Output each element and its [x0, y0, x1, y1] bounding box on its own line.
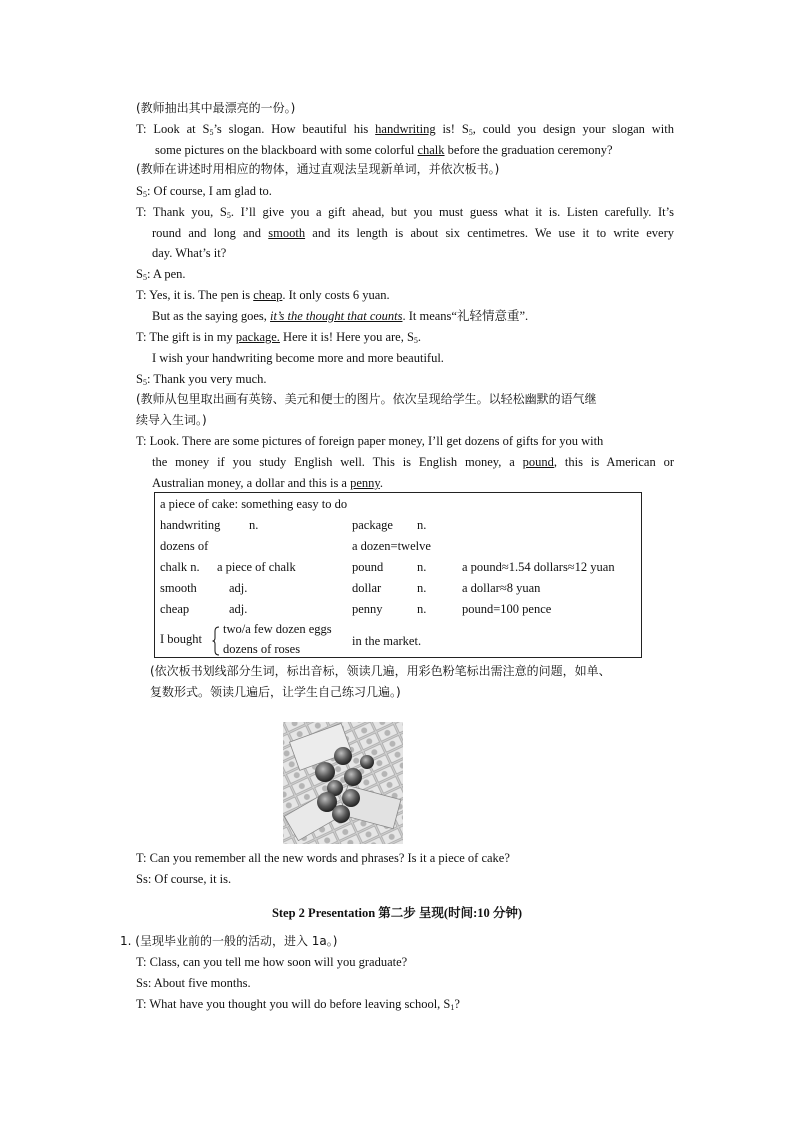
activity-intro: 1. (呈现毕业前的一般的活动，进入 1a。) — [120, 934, 338, 948]
dialogue-line: I wish your handwriting become more and more beautiful. — [152, 351, 444, 365]
vocab-note: pound=100 pence — [462, 602, 552, 616]
vocab-word: dollar — [352, 581, 382, 595]
text-run: . — [379, 476, 383, 490]
text-run: round and long and — [152, 226, 269, 240]
curly-brace-icon — [212, 626, 220, 656]
vocab-word: dozens of — [160, 539, 209, 553]
teacher-note-4: (依次板书划线部分生词，标出音标，领读几遍，用彩色粉笔标出需注意的问题，如单、 — [150, 664, 611, 678]
money-illustration — [283, 722, 403, 844]
coins-on-banknotes-photo — [283, 722, 403, 844]
text-run: S — [136, 267, 143, 281]
sentence-option: dozens of roses — [223, 642, 301, 656]
text-run: : A pen. — [146, 267, 186, 281]
text-run: T: Yes, it is. The pen is — [136, 288, 254, 302]
dialogue-line: day. What’s it? — [152, 246, 227, 260]
vocabulary-board-box — [154, 492, 642, 658]
dialogue-line — [152, 475, 383, 491]
subscript: 1 — [450, 1003, 455, 1012]
vocab-word: smooth — [160, 581, 197, 595]
sentence-tail: in the market. — [352, 634, 422, 648]
dialogue-line: T: Look. There are some pictures of foreign paper money, I’ll get dozens of gifts for you with — [136, 434, 604, 448]
teacher-note-3: (教师从包里取出画有英镑、美元和便士的图片。依次呈现给学生。以轻松幽默的语气继 — [136, 392, 597, 406]
text-run: . — [417, 330, 422, 344]
vocab-word: package — [352, 518, 393, 532]
underlined-phrase: it’s the thought that counts — [270, 309, 403, 323]
vocab-pos: n. — [417, 602, 427, 616]
text-run: T: What have you thought you will do before leaving school, S — [136, 997, 451, 1011]
text-run: Australian money, a dollar and this is a — [152, 476, 351, 490]
underlined-word: smooth — [268, 226, 306, 240]
text-run: and its length is about six centimetres. We use it to write every — [305, 226, 675, 240]
dialogue-line: T: Can you remember all the new words and phrases? Is it a piece of cake? — [136, 851, 510, 865]
underlined-word: package. — [235, 330, 280, 344]
text-run: T: Thank you, S — [136, 205, 227, 219]
subscript: 5 — [413, 336, 418, 345]
idiom-definition: a piece of cake: something easy to do — [160, 497, 348, 511]
dialogue-line — [155, 142, 613, 158]
subscript: 5 — [142, 378, 147, 387]
text-run: before the graduation ceremony? — [444, 143, 613, 157]
vocab-word: cheap — [160, 602, 190, 616]
dialogue-line — [136, 183, 272, 199]
text-run: . It only costs 6 yuan. — [282, 288, 390, 302]
vocab-note: a dollar≈8 yuan — [462, 581, 541, 595]
subscript: 5 — [142, 273, 147, 282]
vocab-pos: n. — [417, 581, 427, 595]
vocab-pos: n. — [417, 518, 427, 532]
teacher-note-3b: 续导入生词。) — [136, 413, 207, 427]
teacher-note-2: (教师在讲述时用相应的物体，通过直观法呈现新单词，并依次板书。) — [136, 162, 500, 176]
text-run: ’s slogan. How beautiful his — [213, 122, 376, 136]
underlined-word: penny — [350, 476, 380, 490]
vocab-phrase: a piece of chalk — [217, 560, 296, 574]
vocab-word: penny — [352, 602, 383, 616]
text-run: . I’ll give you a gift ahead, but you must guess what it is. Listen carefully. It’s — [230, 205, 674, 219]
vocab-pos: n. — [249, 518, 259, 532]
text-run: , this is American or — [553, 455, 674, 469]
underlined-word: handwriting — [375, 122, 436, 136]
text-run: T: Look at S — [136, 122, 210, 136]
vocab-pos: n. — [417, 560, 427, 574]
text-run: Here it is! Here you are, S — [279, 330, 414, 344]
subscript: 5 — [142, 190, 147, 199]
text-run: the money if you study English well. This is English money, a — [152, 455, 523, 469]
text-run: ? — [454, 997, 460, 1011]
dialogue-line — [136, 266, 186, 282]
subscript: 5 — [226, 211, 231, 220]
underlined-word: cheap — [253, 288, 283, 302]
text-run: S — [136, 184, 143, 198]
dialogue-line — [152, 308, 528, 324]
text-run: : Of course, I am glad to. — [146, 184, 272, 198]
dialogue-line — [136, 996, 460, 1012]
vocab-pos: adj. — [229, 602, 248, 616]
underlined-word: chalk — [417, 143, 445, 157]
dialogue-line — [136, 371, 267, 387]
dialogue-line — [136, 287, 390, 303]
vocab-note: a dozen=twelve — [352, 539, 431, 553]
text-run: T: The gift is in my — [136, 330, 236, 344]
underlined-word: pound — [522, 455, 554, 469]
subscript: 5 — [468, 128, 473, 137]
vocab-word: handwriting — [160, 518, 221, 532]
vocab-word: chalk n. — [160, 560, 200, 574]
vocab-pos: adj. — [229, 581, 248, 595]
text-run: , could you design your slogan with — [472, 122, 675, 136]
text-run: . It means“礼轻情意重”. — [402, 309, 529, 323]
text-run: some pictures on the blackboard with some colorful — [155, 143, 418, 157]
vocab-note: a pound≈1.54 dollars≈12 yuan — [462, 560, 615, 574]
dialogue-line — [136, 329, 421, 345]
sentence-pattern-label: I bought — [160, 632, 203, 646]
sentence-option: two/a few dozen eggs — [223, 622, 332, 636]
vocab-word: pound — [352, 560, 384, 574]
dialogue-line: Ss: Of course, it is. — [136, 872, 232, 886]
subscript: 5 — [209, 128, 214, 137]
teacher-note-1: (教师抽出其中最漂亮的一份。) — [136, 101, 296, 115]
dialogue-line: Ss: About five months. — [136, 976, 251, 990]
dialogue-line — [152, 225, 674, 257]
text-run: is! S — [435, 122, 469, 136]
text-run: But as the saying goes, — [152, 309, 271, 323]
dialogue-line: T: Class, can you tell me how soon will you graduate? — [136, 955, 408, 969]
teacher-note-4b: 复数形式。领读几遍后，让学生自己练习几遍。) — [150, 685, 401, 699]
step2-heading: Step 2 Presentation 第二步 呈现(时间:10 分钟) — [271, 906, 523, 920]
text-run: : Thank you very much. — [146, 372, 267, 386]
text-run: S — [136, 372, 143, 386]
